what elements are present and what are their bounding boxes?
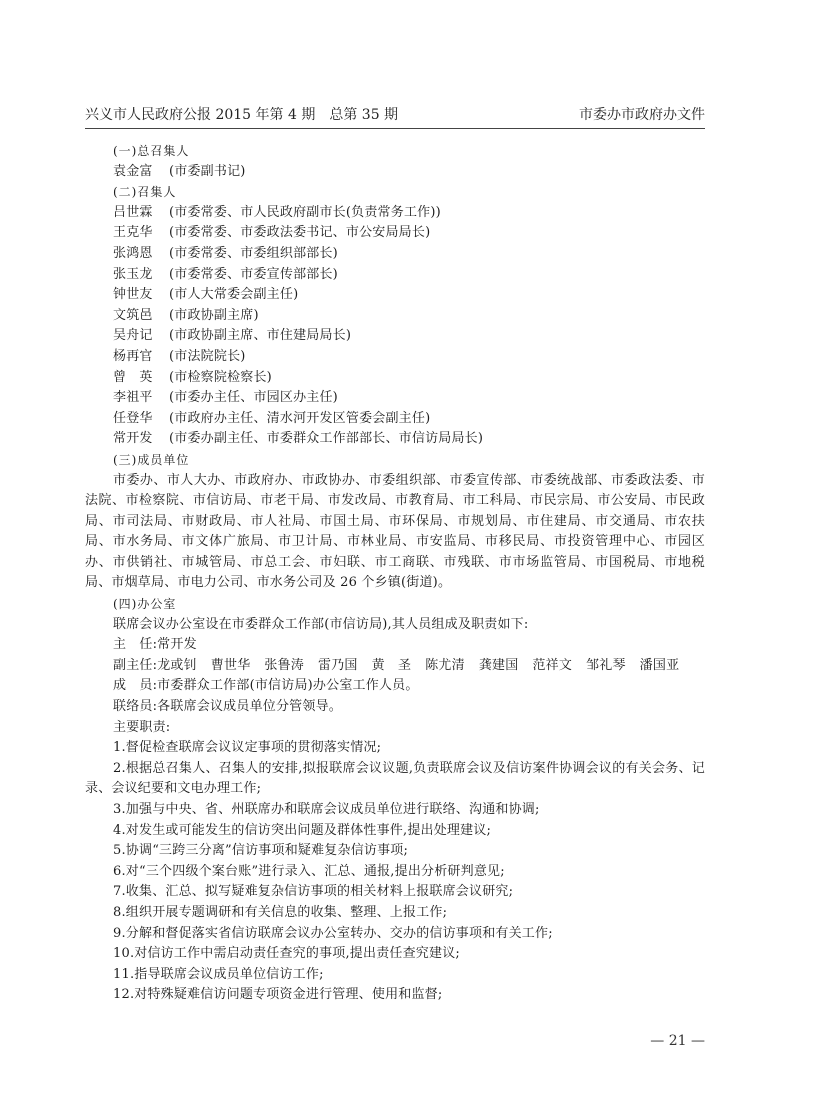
duty-item: 12.对特殊疑难信访问题专项资金进行管理、使用和监督; [113, 987, 443, 1003]
person-name: 杨再官 [113, 348, 153, 364]
vice-director-name: 黄 圣 [371, 657, 412, 673]
header-section: 市委办市政府办文件 [579, 107, 705, 123]
person-role: (市政协副主席、市住建局局长) [169, 328, 352, 344]
convener-row [85, 409, 705, 430]
duty-item: 11.指导联席会议成员单位信访工作; [113, 966, 324, 982]
person-role: (市政府办主任、清水河开发区管委会副主任) [169, 410, 431, 426]
vice-director-name: 范祥文 [532, 657, 573, 673]
convener-row [85, 326, 705, 347]
person-role: (市委副书记) [169, 163, 246, 179]
person-role: (市检察院检察长) [169, 369, 272, 385]
vice-director-name: 龙或钊 [157, 657, 197, 673]
person-name: 钟世友 [113, 287, 153, 303]
person-role: (市委常委、市委组织部部长) [169, 245, 338, 261]
vice-director-name: 陈尤清 [425, 657, 465, 673]
person-name: 曾 英 [113, 369, 153, 385]
office-intro: 联席会议办公室设在市委群众工作部(市信访局),其人员组成及职责如下: [113, 616, 529, 632]
person-role: (市委办主任、市园区办主任) [169, 390, 338, 406]
vice-director-name: 邹礼琴 [586, 657, 626, 673]
vice-director-name: 龚建国 [478, 657, 519, 673]
convener-row [85, 429, 705, 450]
person-role: (市法院院长) [169, 348, 246, 364]
person-role: (市委办副主任、市委群众工作部部长、市信访局局长) [169, 431, 484, 447]
person-role: (市政协副主席) [169, 307, 259, 323]
section-heading-conveners: (二)召集人 [113, 185, 177, 200]
duty-item: 7.收集、汇总、拟写疑难复杂信访事项的相关材料上报联席会议研究; [113, 884, 514, 900]
section-heading-office: (四)办公室 [113, 597, 177, 612]
duty-item: 10.对信访工作中需启动责任查究的事项,提出责任查究建议; [113, 946, 460, 962]
duty-item: 5.协调“三跨三分离”信访事项和疑难复杂信访事项; [113, 843, 409, 859]
vice-label: 副主任: [113, 657, 158, 673]
convener-row [85, 285, 705, 306]
convener-row [85, 306, 705, 327]
section-heading-chief: (一)总召集人 [113, 144, 190, 158]
duties-list [85, 738, 705, 1006]
person-name: 文筑邑 [113, 307, 153, 323]
member-units-paragraph: 市委办、市人大办、市政府办、市政协办、市委组织部、市委宣传部、市委统战部、市委政法委、市法院、市检察院、市信访局、市老干局、市发改局、市教育局、市工科局、市民宗局、市公安局、市民政局、市司法局、市财政局、市人社局、市国土局、市环保局、市规划局、市住建局、市交通局、市农扶局、市水务局、市文体广旅局、市卫计局、市林业局、市安监局、市移民局、市投资管理中心、市园区办、市供销社、市城管局、市总工会、市妇联、市工商联、市残联、市市场监管局、市国税局、市地税局、市烟草局、市电力公司、市水务公司及 26 个乡镇(街道)。 [85, 472, 705, 591]
convener-row [85, 347, 705, 368]
office-liaison: 联络员:各联席会议成员单位分管领导。 [113, 699, 342, 715]
person-name: 王克华 [113, 225, 153, 241]
vice-director-name: 潘国亚 [639, 657, 680, 673]
person-role: (市委常委、市委宣传部部长) [169, 266, 338, 282]
duty-item: 4.对发生或可能发生的信访突出问题及群体性事件,提出处理建议; [113, 822, 492, 838]
duty-item: 9.分解和督促落实省信访联席会议办公室转办、交办的信访事项和有关工作; [113, 925, 553, 941]
duties-title: 主要职责: [113, 719, 171, 735]
duty-item: 2.根据总召集人、召集人的安排,拟报联席会议议题,负责联席会议及信访案件协调会议的有关会务、记录、会议纪要和文电办理工作; [85, 760, 705, 797]
document-body [85, 141, 705, 1006]
office-vice-directors [85, 656, 705, 677]
convener-row [85, 203, 705, 224]
person-role: (市委常委、市人民政府副市长(负责常务工作)) [169, 204, 441, 220]
convener-row [85, 388, 705, 409]
person-name: 袁金富 [113, 163, 153, 179]
vice-director-name: 张鲁涛 [264, 657, 305, 673]
convener-row [85, 244, 705, 265]
office-director: 主 任:常开发 [113, 637, 197, 653]
person-name: 张玉龙 [113, 266, 153, 282]
header-publication: 兴义市人民政府公报 2015 年第 4 期 总第 35 期 [85, 107, 399, 123]
duty-item: 3.加强与中央、省、州联席办和联席会议成员单位进行联络、沟通和协调; [113, 802, 540, 817]
convener-row [85, 265, 705, 286]
vice-director-name: 曹世华 [210, 657, 251, 673]
convener-list [85, 203, 705, 450]
running-header [85, 104, 705, 126]
vice-director-name: 雷乃国 [318, 657, 358, 673]
duty-item: 8.组织开展专题调研和有关信息的收集、整理、上报工作; [113, 904, 448, 920]
person-name: 李祖平 [113, 390, 153, 406]
person-name: 任登华 [113, 410, 153, 426]
duty-item: 1.督促检查联席会议议定事项的贯彻落实情况; [113, 740, 382, 756]
header-divider [85, 128, 705, 129]
person-name: 吴舟记 [113, 328, 153, 344]
section-heading-members: (三)成员单位 [113, 452, 190, 467]
person-name: 张鸿恩 [113, 245, 153, 261]
person-name: 常开发 [113, 431, 153, 447]
person-role: (市委常委、市委政法委书记、市公安局局长) [169, 225, 431, 241]
person-role: (市人大常委会副主任) [169, 287, 299, 303]
duty-item: 6.对“三个四级个案台账”进行录入、汇总、通报,提出分析研判意见; [113, 863, 505, 879]
person-name: 吕世霖 [113, 204, 153, 220]
convener-row [85, 368, 705, 389]
convener-row [85, 223, 705, 244]
office-members: 成 员:市委群众工作部(市信访局)办公室工作人员。 [113, 678, 419, 694]
chief-convener [85, 162, 705, 183]
page-number: — 21 — [650, 1033, 705, 1049]
